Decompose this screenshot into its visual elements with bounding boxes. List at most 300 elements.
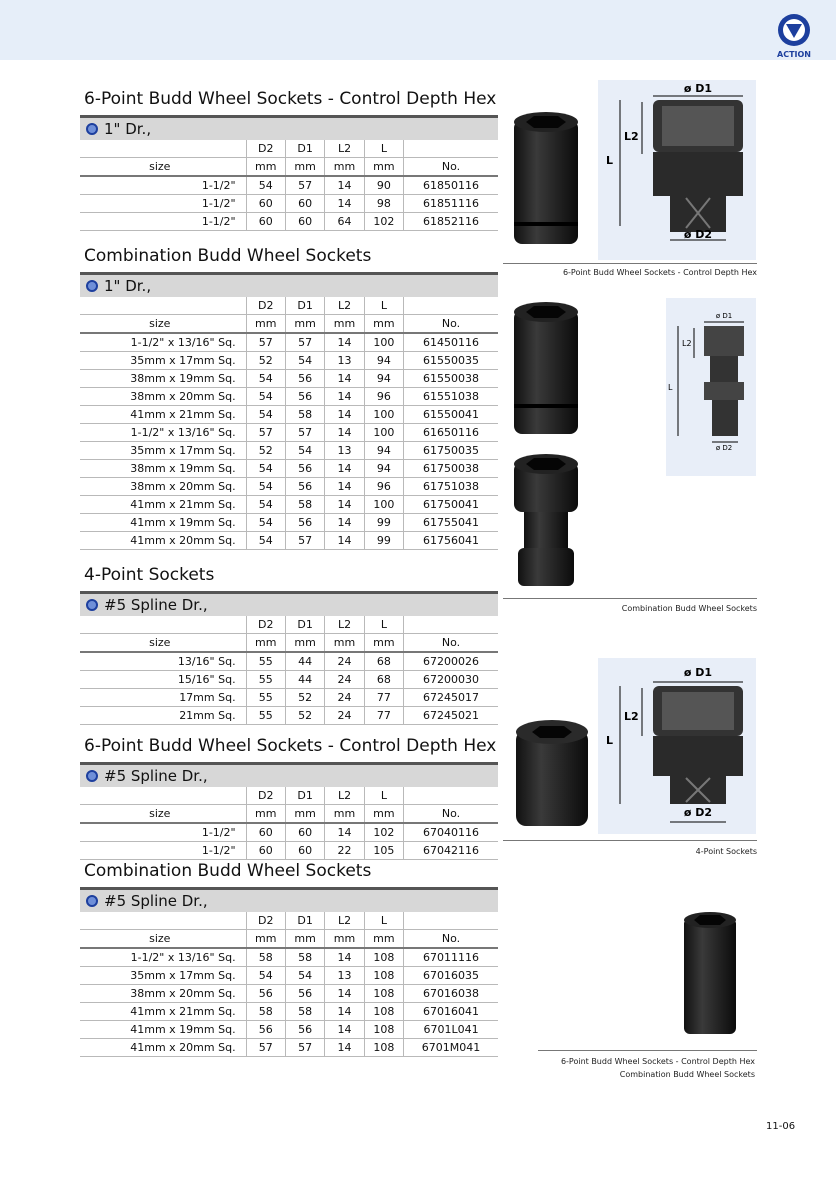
size-cell: 41mm x 19mm Sq.: [80, 1021, 246, 1039]
table-row: [80, 195, 498, 213]
drive-size-label: #5 Spline Dr.,: [104, 596, 208, 614]
unit-cell: mm: [364, 634, 403, 653]
empty-header-cell: [80, 616, 246, 634]
unit-cell: No.: [404, 158, 498, 177]
diagram-d2-label: ø D2: [683, 228, 713, 241]
unit-cell: mm: [246, 158, 285, 177]
unit-cell: mm: [285, 634, 324, 653]
dimension-cell: 14: [325, 823, 364, 842]
table-row: [80, 213, 498, 231]
caption-combination: Combination Budd Wheel Sockets: [621, 604, 757, 613]
dimension-cell: 56: [246, 985, 285, 1003]
size-cell: 35mm x 17mm Sq.: [80, 352, 246, 370]
section-title: 4-Point Sockets: [84, 565, 215, 585]
part-number-cell: 61550038: [404, 370, 498, 388]
dimension-cell: 58: [246, 948, 285, 967]
part-number-cell: 67245021: [404, 707, 498, 725]
column-header: D1: [285, 616, 324, 634]
table-row: [80, 406, 498, 424]
dimension-cell: 108: [364, 985, 403, 1003]
dimension-cell: 57: [246, 333, 285, 352]
dimension-cell: 57: [285, 333, 324, 352]
part-number-cell: 67011116: [404, 948, 498, 967]
unit-cell: mm: [364, 315, 403, 334]
empty-header-cell: [80, 297, 246, 315]
unit-cell: No.: [404, 634, 498, 653]
column-header: L2: [325, 912, 364, 930]
section-title: 6-Point Budd Wheel Sockets - Control Depth Hex: [84, 736, 497, 756]
dimension-cell: 54: [246, 496, 285, 514]
dimension-cell: 14: [325, 406, 364, 424]
page-number: 11-06: [766, 1121, 796, 1132]
dimension-cell: 56: [285, 388, 324, 406]
socket-photo-combination-1: [510, 300, 582, 442]
part-number-cell: 61550041: [404, 406, 498, 424]
size-cell: 1-1/2" x 13/16" Sq.: [80, 333, 246, 352]
socket-photo-spline: [680, 910, 740, 1038]
dimension-cell: 14: [325, 948, 364, 967]
table-row: [80, 1039, 498, 1057]
size-cell: 41mm x 20mm Sq.: [80, 532, 246, 550]
unit-cell: mm: [246, 930, 285, 949]
section-title: Combination Budd Wheel Sockets: [84, 861, 372, 881]
socket-photo-4-point: [512, 718, 592, 832]
dimension-cell: 99: [364, 532, 403, 550]
dimension-cell: 52: [285, 689, 324, 707]
dimension-cell: 55: [246, 689, 285, 707]
dimension-cell: 60: [285, 195, 324, 213]
spec-tables-column: [80, 88, 498, 1071]
part-number-cell: 61550035: [404, 352, 498, 370]
table-units-row: [80, 805, 498, 824]
caption-control-depth: 6-Point Budd Wheel Sockets - Control Depth Hex: [562, 268, 757, 277]
table-row: [80, 689, 498, 707]
dimension-cell: 14: [325, 370, 364, 388]
dimension-cell: 94: [364, 442, 403, 460]
dimension-cell: 56: [285, 460, 324, 478]
bullet-icon: [86, 280, 98, 292]
size-cell: 1-1/2" x 13/16" Sq.: [80, 948, 246, 967]
caption-spline-2: Combination Budd Wheel Sockets: [619, 1070, 755, 1079]
column-header: L2: [325, 787, 364, 805]
part-number-cell: 61450116: [404, 333, 498, 352]
size-cell: 17mm Sq.: [80, 689, 246, 707]
table-header-row: [80, 616, 498, 634]
dimension-cell: 100: [364, 496, 403, 514]
part-number-cell: 6701L041: [404, 1021, 498, 1039]
table-row: [80, 388, 498, 406]
table-row: [80, 1003, 498, 1021]
size-cell: 35mm x 17mm Sq.: [80, 967, 246, 985]
column-header: D1: [285, 912, 324, 930]
divider: [503, 598, 757, 599]
drive-size-bar: [80, 115, 498, 140]
dimension-cell: 22: [325, 842, 364, 860]
spec-table: [80, 616, 498, 725]
size-cell: 41mm x 21mm Sq.: [80, 406, 246, 424]
unit-cell: mm: [285, 158, 324, 177]
unit-cell: mm: [325, 930, 364, 949]
dimension-cell: 54: [246, 388, 285, 406]
table-row: [80, 1021, 498, 1039]
column-header: D1: [285, 297, 324, 315]
part-number-cell: 67016041: [404, 1003, 498, 1021]
diagram-d1-label-2: ø D1: [715, 312, 733, 320]
unit-cell: size: [80, 315, 246, 334]
dimension-cell: 108: [364, 967, 403, 985]
dimension-cell: 54: [246, 532, 285, 550]
table-row: [80, 352, 498, 370]
part-number-cell: 61851116: [404, 195, 498, 213]
dimension-cell: 54: [285, 967, 324, 985]
dimension-cell: 14: [325, 514, 364, 532]
diagram-d2-label-2: ø D2: [715, 444, 733, 452]
table-row: [80, 707, 498, 725]
dimension-cell: 54: [246, 460, 285, 478]
dimension-cell: 14: [325, 496, 364, 514]
table-header-row: [80, 140, 498, 158]
empty-header-cell: [80, 140, 246, 158]
size-cell: 1-1/2": [80, 842, 246, 860]
dimension-cell: 58: [285, 1003, 324, 1021]
dimension-cell: 108: [364, 1039, 403, 1057]
size-cell: 38mm x 19mm Sq.: [80, 460, 246, 478]
part-number-cell: 67200030: [404, 671, 498, 689]
dimension-cell: 14: [325, 176, 364, 195]
table-units-row: [80, 315, 498, 334]
part-number-cell: 67042116: [404, 842, 498, 860]
unit-cell: mm: [325, 634, 364, 653]
unit-cell: mm: [325, 805, 364, 824]
dimension-cell: 24: [325, 671, 364, 689]
size-cell: 21mm Sq.: [80, 707, 246, 725]
dimension-cell: 55: [246, 671, 285, 689]
dimension-cell: 77: [364, 707, 403, 725]
bullet-icon: [86, 599, 98, 611]
dimension-cell: 56: [285, 514, 324, 532]
header-band: [0, 0, 836, 60]
action-logo: [766, 10, 822, 60]
unit-cell: mm: [285, 805, 324, 824]
dimension-cell: 52: [285, 707, 324, 725]
column-header: D1: [285, 140, 324, 158]
dimension-cell: 56: [285, 985, 324, 1003]
column-header: L: [364, 297, 403, 315]
dimension-cell: 68: [364, 652, 403, 671]
part-number-cell: 61750035: [404, 442, 498, 460]
table-row: [80, 652, 498, 671]
dimension-cell: 14: [325, 333, 364, 352]
dimension-cell: 56: [246, 1021, 285, 1039]
section-title: 6-Point Budd Wheel Sockets - Control Depth Hex: [84, 89, 497, 109]
dimension-cell: 96: [364, 388, 403, 406]
unit-cell: No.: [404, 805, 498, 824]
dimension-cell: 60: [246, 195, 285, 213]
empty-header-cell: [404, 787, 498, 805]
dimension-cell: 60: [285, 842, 324, 860]
table-header-row: [80, 912, 498, 930]
part-number-cell: 67016038: [404, 985, 498, 1003]
column-header: L2: [325, 297, 364, 315]
empty-header-cell: [404, 616, 498, 634]
dimension-cell: 102: [364, 213, 403, 231]
dimension-cell: 13: [325, 967, 364, 985]
table-row: [80, 496, 498, 514]
size-cell: 38mm x 20mm Sq.: [80, 478, 246, 496]
unit-cell: size: [80, 634, 246, 653]
dimension-cell: 58: [285, 948, 324, 967]
bullet-icon: [86, 770, 98, 782]
socket-photo-combination-2: [510, 452, 582, 592]
dimension-cell: 108: [364, 1003, 403, 1021]
table-units-row: [80, 930, 498, 949]
drive-size-label: 1" Dr.,: [104, 277, 152, 295]
section-gap: [80, 725, 498, 735]
column-header: L: [364, 616, 403, 634]
size-cell: 1-1/2": [80, 176, 246, 195]
unit-cell: mm: [364, 805, 403, 824]
size-cell: 13/16" Sq.: [80, 652, 246, 671]
dimension-cell: 54: [246, 478, 285, 496]
dimension-cell: 56: [285, 370, 324, 388]
dimension-cell: 14: [325, 532, 364, 550]
spec-table: [80, 297, 498, 550]
part-number-cell: 67040116: [404, 823, 498, 842]
dimension-cell: 14: [325, 460, 364, 478]
diagram-l-label: L: [606, 154, 614, 167]
dimension-cell: 57: [285, 1039, 324, 1057]
drive-size-bar: [80, 272, 498, 297]
size-cell: 41mm x 20mm Sq.: [80, 1039, 246, 1057]
section-title: Combination Budd Wheel Sockets: [84, 246, 372, 266]
dimension-cell: 99: [364, 514, 403, 532]
dimension-cell: 96: [364, 478, 403, 496]
diagram-combination: [666, 298, 756, 476]
drive-size-bar: [80, 591, 498, 616]
dimension-cell: 14: [325, 1039, 364, 1057]
dimension-cell: 100: [364, 333, 403, 352]
dimension-cell: 52: [246, 442, 285, 460]
table-units-row: [80, 158, 498, 177]
size-cell: 15/16" Sq.: [80, 671, 246, 689]
section-gap: [80, 550, 498, 564]
part-number-cell: 61750038: [404, 460, 498, 478]
part-number-cell: 67245017: [404, 689, 498, 707]
table-row: [80, 532, 498, 550]
table-row: [80, 333, 498, 352]
dimension-cell: 108: [364, 1021, 403, 1039]
table-row: [80, 842, 498, 860]
dimension-cell: 57: [285, 532, 324, 550]
dimension-cell: 64: [325, 213, 364, 231]
dimension-cell: 14: [325, 388, 364, 406]
diagram-l-label-2: L: [668, 383, 673, 392]
dimension-cell: 56: [285, 478, 324, 496]
diagram-4-point: [598, 658, 756, 834]
size-cell: 35mm x 17mm Sq.: [80, 442, 246, 460]
drive-size-bar: [80, 887, 498, 912]
dimension-cell: 102: [364, 823, 403, 842]
part-number-cell: 61756041: [404, 532, 498, 550]
size-cell: 41mm x 21mm Sq.: [80, 1003, 246, 1021]
table-row: [80, 370, 498, 388]
empty-header-cell: [404, 297, 498, 315]
dimension-cell: 55: [246, 652, 285, 671]
part-number-cell: 6701M041: [404, 1039, 498, 1057]
size-cell: 38mm x 19mm Sq.: [80, 370, 246, 388]
socket-photo-control-depth: [510, 110, 582, 252]
table-header-row: [80, 297, 498, 315]
size-cell: 38mm x 20mm Sq.: [80, 985, 246, 1003]
dimension-cell: 24: [325, 652, 364, 671]
column-header: L2: [325, 616, 364, 634]
dimension-cell: 44: [285, 671, 324, 689]
dimension-cell: 57: [285, 424, 324, 442]
bullet-icon: [86, 895, 98, 907]
part-number-cell: 61755041: [404, 514, 498, 532]
dimension-cell: 14: [325, 478, 364, 496]
column-header: L: [364, 140, 403, 158]
dimension-cell: 24: [325, 707, 364, 725]
drive-size-label: #5 Spline Dr.,: [104, 767, 208, 785]
drive-size-label: 1" Dr.,: [104, 120, 152, 138]
dimension-cell: 60: [246, 213, 285, 231]
dimension-cell: 58: [285, 496, 324, 514]
spec-table: [80, 140, 498, 231]
bullet-icon: [86, 123, 98, 135]
dimension-cell: 60: [285, 213, 324, 231]
table-row: [80, 823, 498, 842]
unit-cell: mm: [246, 315, 285, 334]
column-header: L: [364, 912, 403, 930]
dimension-cell: 54: [246, 370, 285, 388]
empty-header-cell: [80, 787, 246, 805]
dimension-cell: 24: [325, 689, 364, 707]
dimension-cell: 14: [325, 985, 364, 1003]
unit-cell: No.: [404, 930, 498, 949]
dimension-cell: 94: [364, 370, 403, 388]
table-header-row: [80, 787, 498, 805]
diagram-control-depth: [598, 80, 756, 260]
part-number-cell: 67200026: [404, 652, 498, 671]
size-cell: 1-1/2": [80, 213, 246, 231]
size-cell: 41mm x 19mm Sq.: [80, 514, 246, 532]
unit-cell: mm: [325, 158, 364, 177]
column-header: D2: [246, 787, 285, 805]
spec-table: [80, 787, 498, 860]
unit-cell: mm: [285, 930, 324, 949]
column-header: D1: [285, 787, 324, 805]
part-number-cell: 61850116: [404, 176, 498, 195]
unit-cell: mm: [325, 315, 364, 334]
dimension-cell: 94: [364, 460, 403, 478]
dimension-cell: 54: [246, 176, 285, 195]
divider: [538, 1050, 757, 1051]
drive-size-label: #5 Spline Dr.,: [104, 892, 208, 910]
table-row: [80, 424, 498, 442]
column-header: D2: [246, 140, 285, 158]
dimension-cell: 54: [285, 352, 324, 370]
section-gap: [80, 231, 498, 245]
table-row: [80, 478, 498, 496]
caption-spline-1: 6-Point Budd Wheel Sockets - Control Depth Hex: [560, 1057, 755, 1066]
dimension-cell: 58: [285, 406, 324, 424]
unit-cell: No.: [404, 315, 498, 334]
divider: [503, 840, 757, 841]
unit-cell: mm: [364, 930, 403, 949]
dimension-cell: 44: [285, 652, 324, 671]
size-cell: 1-1/2": [80, 823, 246, 842]
table-row: [80, 671, 498, 689]
diagram-d2-label-3: ø D2: [683, 806, 713, 819]
spec-table: [80, 912, 498, 1057]
logo-text: ACTION: [777, 50, 811, 59]
dimension-cell: 54: [246, 514, 285, 532]
table-row: [80, 948, 498, 967]
empty-header-cell: [404, 140, 498, 158]
dimension-cell: 54: [285, 442, 324, 460]
diagram-l2-label-3: L2: [624, 710, 639, 723]
dimension-cell: 13: [325, 352, 364, 370]
table-row: [80, 460, 498, 478]
size-cell: 41mm x 21mm Sq.: [80, 496, 246, 514]
divider: [503, 263, 757, 264]
dimension-cell: 14: [325, 195, 364, 213]
dimension-cell: 77: [364, 689, 403, 707]
dimension-cell: 60: [285, 823, 324, 842]
table-row: [80, 985, 498, 1003]
dimension-cell: 14: [325, 424, 364, 442]
unit-cell: size: [80, 930, 246, 949]
table-row: [80, 442, 498, 460]
section-gap: [80, 1057, 498, 1071]
size-cell: 1-1/2": [80, 195, 246, 213]
diagram-l2-label-2: L2: [682, 339, 692, 348]
part-number-cell: 61650116: [404, 424, 498, 442]
dimension-cell: 68: [364, 671, 403, 689]
dimension-cell: 13: [325, 442, 364, 460]
dimension-cell: 52: [246, 352, 285, 370]
dimension-cell: 56: [285, 1021, 324, 1039]
unit-cell: size: [80, 805, 246, 824]
column-header: D2: [246, 912, 285, 930]
dimension-cell: 54: [246, 406, 285, 424]
unit-cell: mm: [364, 158, 403, 177]
column-header: L: [364, 787, 403, 805]
dimension-cell: 60: [246, 842, 285, 860]
dimension-cell: 94: [364, 352, 403, 370]
part-number-cell: 61750041: [404, 496, 498, 514]
dimension-cell: 14: [325, 1003, 364, 1021]
dimension-cell: 55: [246, 707, 285, 725]
part-number-cell: 61751038: [404, 478, 498, 496]
table-row: [80, 967, 498, 985]
part-number-cell: 61852116: [404, 213, 498, 231]
dimension-cell: 98: [364, 195, 403, 213]
column-header: D2: [246, 297, 285, 315]
dimension-cell: 108: [364, 948, 403, 967]
dimension-cell: 57: [246, 1039, 285, 1057]
column-header: D2: [246, 616, 285, 634]
dimension-cell: 14: [325, 1021, 364, 1039]
part-number-cell: 61551038: [404, 388, 498, 406]
diagram-d1-label-3: ø D1: [683, 666, 713, 679]
dimension-cell: 105: [364, 842, 403, 860]
table-row: [80, 514, 498, 532]
dimension-cell: 60: [246, 823, 285, 842]
column-header: L2: [325, 140, 364, 158]
empty-header-cell: [404, 912, 498, 930]
